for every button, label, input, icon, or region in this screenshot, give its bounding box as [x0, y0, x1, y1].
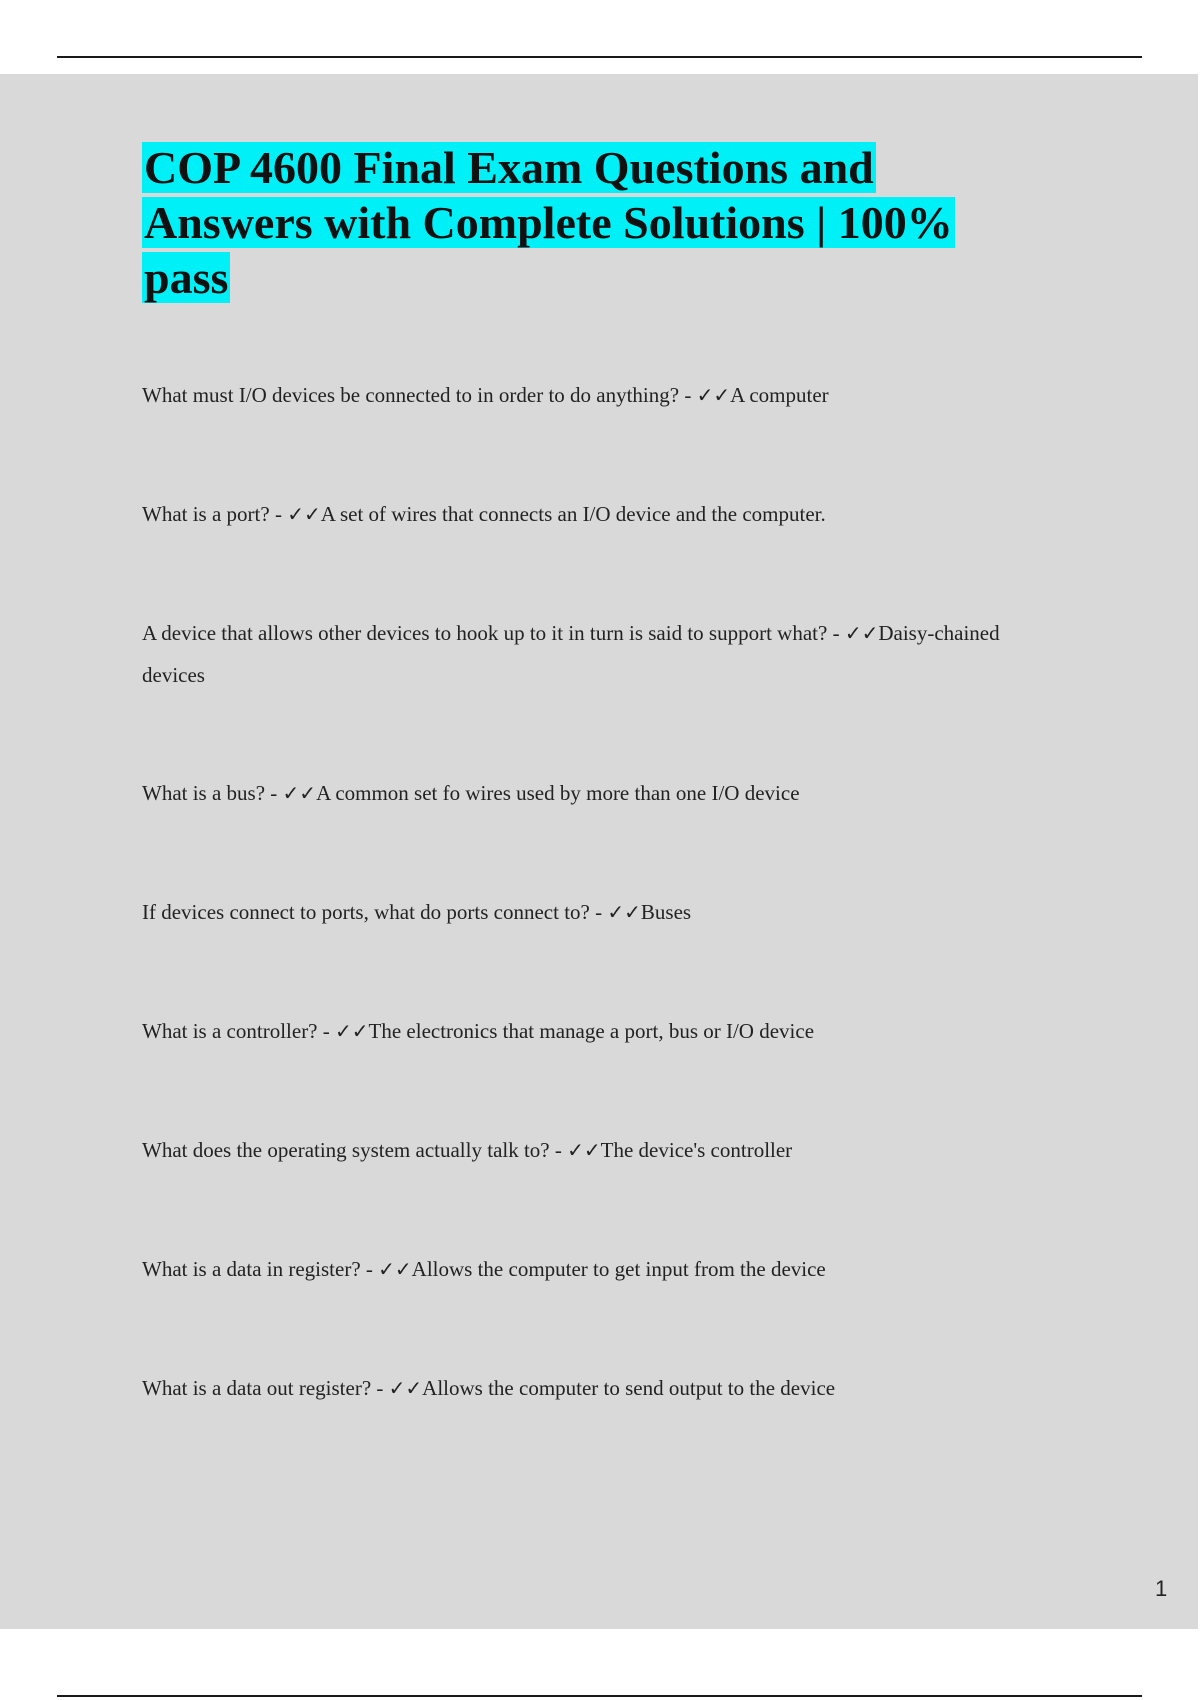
qa-item: [142, 1248, 1042, 1290]
qa-item: [142, 1129, 1042, 1171]
qa-item: [142, 612, 1042, 696]
checkmark-icon: ✓✓: [378, 1257, 412, 1281]
question-text: What is a data out register?: [142, 1376, 372, 1400]
answer-text: A set of wires that connects an I/O device and the computer.: [320, 502, 826, 526]
question-text: A device that allows other devices to hook up to it in turn is said to support what?: [142, 621, 828, 645]
question-text: If devices connect to ports, what do ports connect to?: [142, 900, 590, 924]
answer-text: Buses: [640, 900, 692, 924]
answer-text: The electronics that manage a port, bus or I/O device: [368, 1019, 815, 1043]
qa-item: [142, 493, 1042, 535]
bottom-rule: [57, 1695, 1142, 1697]
checkmark-icon: ✓✓: [696, 383, 731, 407]
answer-text: A common set fo wires used by more than one I/O device: [316, 781, 800, 805]
checkmark-icon: ✓✓: [287, 502, 321, 526]
document-title: [142, 140, 1042, 305]
checkmark-icon: ✓✓: [567, 1138, 601, 1162]
separator: -: [317, 1019, 336, 1043]
question-text: What does the operating system actually talk to?: [142, 1138, 550, 1162]
checkmark-icon: ✓✓: [388, 1376, 423, 1400]
checkmark-icon: ✓✓: [844, 621, 879, 645]
qa-item: [142, 374, 1042, 416]
separator: -: [549, 1138, 568, 1162]
question-text: What is a data in register?: [142, 1257, 361, 1281]
title-highlight: COP 4600 Final Exam Questions and Answers with Complete Solutions | 100% pass: [144, 142, 953, 303]
separator: -: [360, 1257, 379, 1281]
qa-item: [142, 1010, 1042, 1052]
answer-text: Daisy-chained devices: [142, 621, 1000, 687]
qa-item: [142, 891, 1042, 933]
answer-text: Allows the computer to get input from the device: [411, 1257, 826, 1281]
question-text: What is a bus?: [142, 781, 266, 805]
qa-item: [142, 772, 1042, 814]
separator: -: [679, 383, 697, 407]
separator: -: [827, 621, 845, 645]
separator: -: [589, 900, 608, 924]
top-rule: [57, 56, 1142, 58]
checkmark-icon: ✓✓: [607, 900, 641, 924]
checkmark-icon: ✓✓: [282, 781, 317, 805]
question-text: What must I/O devices be connected to in order to do anything?: [142, 383, 680, 407]
question-text: What is a port?: [142, 502, 270, 526]
qa-item: [142, 1367, 1042, 1409]
answer-text: The device's controller: [600, 1138, 793, 1162]
answer-text: A computer: [730, 383, 829, 407]
page-number: 1: [1155, 1576, 1168, 1601]
checkmark-icon: ✓✓: [335, 1019, 369, 1043]
separator: -: [371, 1376, 389, 1400]
answer-text: Allows the computer to send output to the device: [422, 1376, 836, 1400]
question-text: What is a controller?: [142, 1019, 318, 1043]
separator: -: [269, 502, 288, 526]
separator: -: [265, 781, 283, 805]
